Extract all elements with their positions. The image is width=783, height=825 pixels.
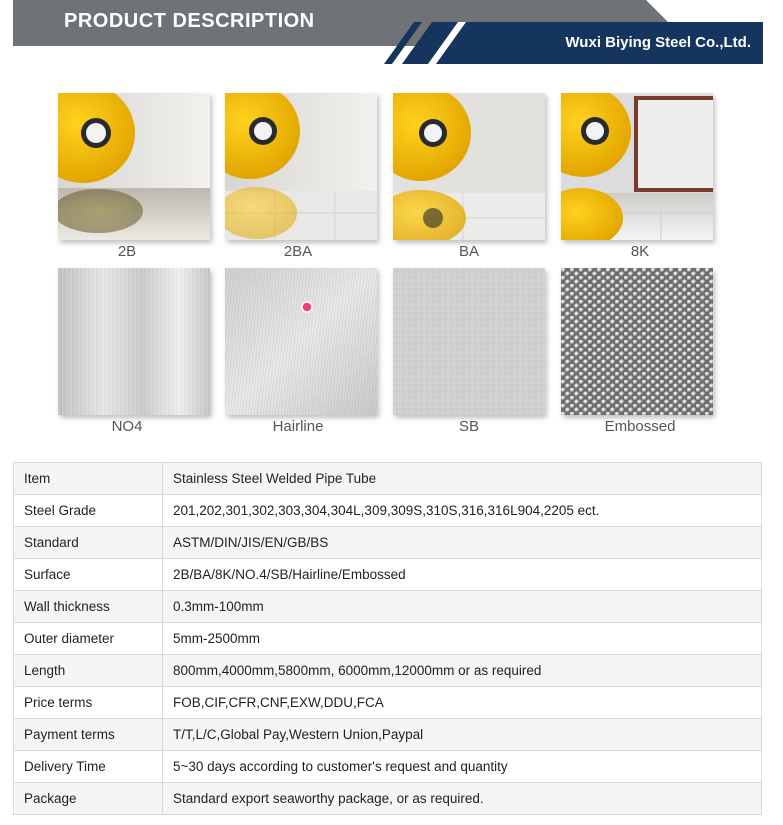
spec-value: Standard export seaworthy package, or as required. <box>163 783 762 815</box>
spec-key: Price terms <box>14 687 163 719</box>
surface-swatch-8k <box>561 93 713 240</box>
surface-swatch-ba <box>393 93 545 240</box>
table-row <box>14 495 762 527</box>
surface-swatch-2b <box>58 93 210 240</box>
table-row <box>14 783 762 815</box>
surface-swatch-no4 <box>58 268 210 415</box>
surface-label-2b: 2B <box>117 243 137 260</box>
spec-value: 0.3mm-100mm <box>163 591 762 623</box>
spec-value: 5~30 days according to customer's request and quantity <box>163 751 762 783</box>
surface-label-ba: BA <box>458 243 479 260</box>
surface-label-8k: 8K <box>630 243 650 260</box>
spec-value: 5mm-2500mm <box>163 623 762 655</box>
spec-key: Standard <box>14 527 163 559</box>
spec-value: FOB,CIF,CFR,CNF,EXW,DDU,FCA <box>163 687 762 719</box>
surface-swatch-2ba <box>225 93 377 240</box>
spec-key: Length <box>14 655 163 687</box>
table-row <box>14 655 762 687</box>
table-row <box>14 687 762 719</box>
surface-swatch-hairline <box>225 268 377 415</box>
table-row <box>14 751 762 783</box>
table-row <box>14 623 762 655</box>
surface-label-2ba: 2BA <box>283 243 313 260</box>
spec-key: Wall thickness <box>14 591 163 623</box>
spec-value: 800mm,4000mm,5800mm, 6000mm,12000mm or as required <box>163 655 762 687</box>
table-row <box>14 463 762 495</box>
spec-value: 2B/BA/8K/NO.4/SB/Hairline/Embossed <box>163 559 762 591</box>
spec-value: ASTM/DIN/JIS/EN/GB/BS <box>163 527 762 559</box>
surface-label-no4: NO4 <box>111 418 143 435</box>
header-banner <box>0 0 783 72</box>
spec-key: Outer diameter <box>14 623 163 655</box>
spec-value: T/T,L/C,Global Pay,Western Union,Paypal <box>163 719 762 751</box>
spec-key: Steel Grade <box>14 495 163 527</box>
table-row <box>14 591 762 623</box>
spec-key: Payment terms <box>14 719 163 751</box>
surface-label-hairline: Hairline <box>272 418 324 435</box>
table-row <box>14 719 762 751</box>
table-row <box>14 527 762 559</box>
spec-key: Surface <box>14 559 163 591</box>
surface-label-sb: SB <box>458 418 479 435</box>
spec-table <box>13 462 762 815</box>
surface-swatch-embossed <box>561 268 713 415</box>
table-row <box>14 559 762 591</box>
spec-value: 201,202,301,302,303,304,304L,309,309S,310S,316,316L904,2205 ect. <box>163 495 762 527</box>
spec-value: Stainless Steel Welded Pipe Tube <box>163 463 762 495</box>
surface-swatch-sb <box>393 268 545 415</box>
company-name: Wuxi Biying Steel Co.,Ltd. <box>565 34 751 51</box>
spec-key: Item <box>14 463 163 495</box>
spec-key: Package <box>14 783 163 815</box>
spec-key: Delivery Time <box>14 751 163 783</box>
page-title: PRODUCT DESCRIPTION <box>64 10 315 32</box>
surface-label-embossed: Embossed <box>604 418 676 435</box>
